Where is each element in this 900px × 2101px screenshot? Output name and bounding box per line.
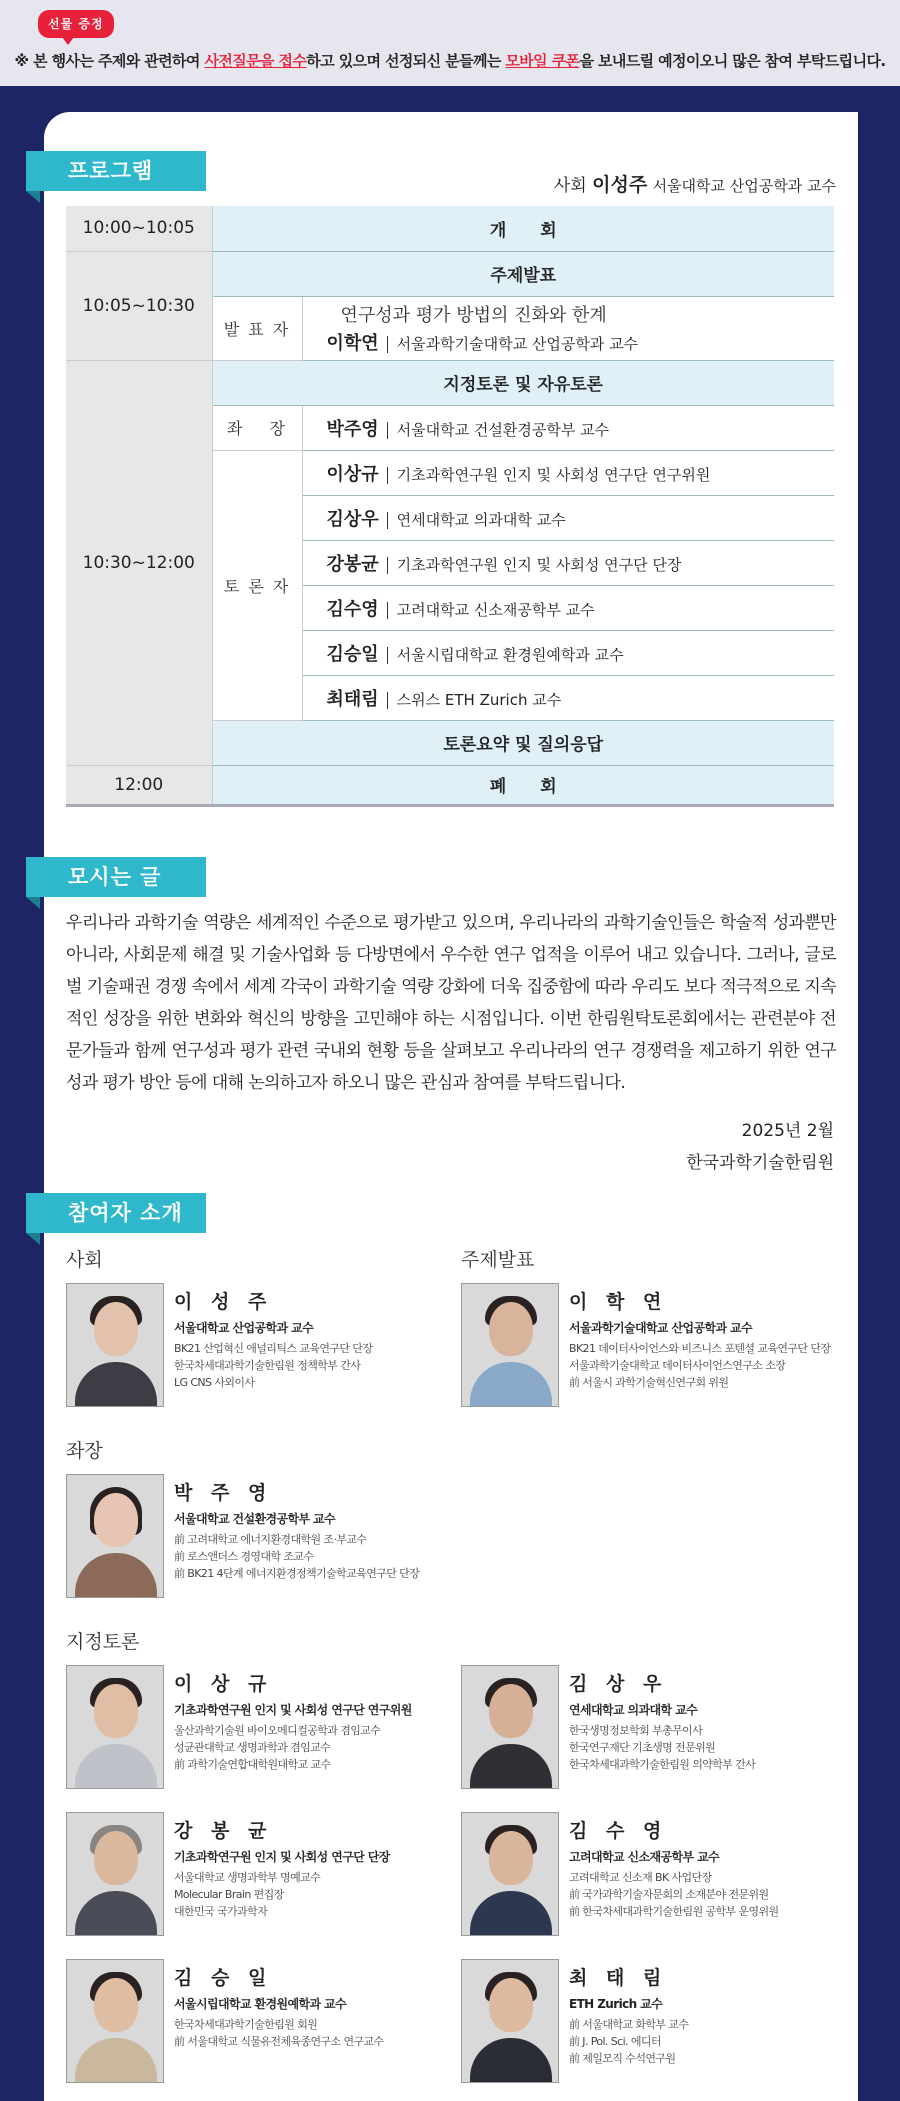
avatar <box>66 1474 164 1598</box>
time-cell: 10:05~10:30 <box>66 251 212 360</box>
program-head: 개 회 <box>212 206 834 251</box>
invitation-signature <box>686 1115 834 1179</box>
section-tab-participants: 참여자 소개 <box>26 1193 206 1233</box>
profile-presenter: 이 학 연 서울과학기술대학교 산업공학과 교수 BK21 데이터사이언스와 비즈니스 포텐셜 교육연구단 단장 서울과학기술대학교 데이터사이언스연구소 소장 前 서울시 과학기술혁신연구회 위원 <box>461 1283 841 1413</box>
avatar <box>461 1283 559 1407</box>
profile-panelist: 김 수 영 고려대학교 신소재공학부 교수 고려대학교 신소재 BK 사업단장 前 국가과학기술자문회의 소재분야 전문위원 前 한국차세대과학기술한림원 공학부 운영위원 <box>461 1812 841 1942</box>
section-tab-invitation: 모시는 글 <box>26 857 206 897</box>
chair-cell: 박주영 서울대학교 건설환경공학부 교수 <box>302 405 834 450</box>
group-label-presenter: 주제발표 <box>461 1249 535 1271</box>
moderator-line: 사회 이성주 서울대학교 산업공학과 교수 <box>553 174 836 196</box>
avatar <box>66 1283 164 1407</box>
avatar <box>461 1812 559 1936</box>
avatar <box>461 1665 559 1789</box>
program-head: 폐 회 <box>212 765 834 805</box>
role-cell: 좌 장 <box>212 405 302 450</box>
program-head: 주제발표 <box>212 251 834 296</box>
notice-highlight-coupon: 모바일 쿠폰 <box>505 52 580 70</box>
profile-panelist: 이 상 규 기초과학연구원 인지 및 사회성 연구단 연구위원 울산과학기술원 바이오메디컬공학과 겸임교수 성균관대학교 생명과학과 겸임교수 前 과학기술연합대학원대학교 교수 <box>66 1665 446 1795</box>
panelist-cell: 김수영 고려대학교 신소재공학부 교수 <box>302 585 834 630</box>
presentation-topic: 연구성과 평가 방법의 진화와 한계 <box>340 305 607 326</box>
group-label-panel: 지정토론 <box>66 1631 140 1653</box>
profile-moderator: 이 성 주 서울대학교 산업공학과 교수 BK21 산업혁신 애널리틱스 교육연구단 단장 한국차세대과학기술한림원 정책학부 간사 LG CNS 사외이사 <box>66 1283 446 1413</box>
panelist-cell: 김승일 서울시립대학교 환경원예학과 교수 <box>302 630 834 675</box>
invitation-body: 우리나라 과학기술 역량은 세계적인 수준으로 평가받고 있으며, 우리나라의 과학기술인들은 학술적 성과뿐만 아니라, 사회문제 해결 및 기술사업화 등 다방면에서 우수한 연구 업적을 이루어 내고 있습니다. 그러나, 글로벌 기술패권 경쟁 속에서 세계 각국이 과학기술 역량 강화에 더욱 집중함에 따라 우리도 보다 적극적으로 지속적인 성장을 위한 변화와 혁신의 방향을 고민해야 하는 시점입니다. 이번 한림원탁토론회에서는 관련분야 전문가들과 함께 연구성과 평가 관련 국내외 현황 등을 살펴보고 우리나라의 연구 경쟁력을 제고하기 위한 연구성과 평가 방안 등에 대해 논의하고자 하오니 많은 관심과 참여를 부탁드립니다. <box>66 913 836 1093</box>
profile-panelist: 최 태 림 ETH Zurich 교수 前 서울대학교 화학부 교수 前 J. Pol. Sci. 에디터 前 제일모직 수석연구원 <box>461 1959 841 2089</box>
program-table <box>66 206 834 807</box>
profile-panelist: 김 승 일 서울시립대학교 환경원예학과 교수 한국차세대과학기술한림원 회원 前 서울대학교 식물유전체육종연구소 연구교수 <box>66 1959 446 2089</box>
panelist-cell: 이상규 기초과학연구원 인지 및 사회성 연구단 연구위원 <box>302 450 834 495</box>
notice-highlight-question: 사전질문을 접수 <box>204 52 307 70</box>
program-head: 지정토론 및 자유토론 <box>212 360 834 405</box>
invitation-org: 한국과학기술한림원 <box>686 1153 834 1173</box>
gift-badge: 선물 증정 <box>38 10 114 38</box>
presenter-cell: 연구성과 평가 방법의 진화와 한계 이학연 서울과학기술대학교 산업공학과 교수 <box>302 296 834 360</box>
role-cell: 토 론 자 <box>212 450 302 720</box>
section-tab-program: 프로그램 <box>26 151 206 191</box>
program-head: 토론요약 및 질의응답 <box>212 720 834 765</box>
panelist-cell: 최태림 스위스 ETH Zurich 교수 <box>302 675 834 720</box>
time-cell: 10:00~10:05 <box>66 206 212 251</box>
group-label-chair: 좌장 <box>66 1440 103 1462</box>
notice-banner <box>0 0 900 86</box>
avatar <box>461 1959 559 2083</box>
panelist-cell: 강봉균 기초과학연구원 인지 및 사회성 연구단 단장 <box>302 540 834 585</box>
avatar <box>66 1665 164 1789</box>
role-cell: 발 표 자 <box>212 296 302 360</box>
avatar <box>66 1812 164 1936</box>
profile-panelist: 김 상 우 연세대학교 의과대학 교수 한국생명정보학회 부총무이사 한국연구재단 기초생명 전문위원 한국차세대과학기술한림원 의약학부 간사 <box>461 1665 841 1795</box>
invitation-date: 2025년 2월 <box>741 1121 834 1141</box>
notice-text: ※ 본 행사는 주제와 관련하여 사전질문을 접수하고 있으며 선정되신 분들께는 모바일 쿠폰을 보내드릴 예정이오니 많은 참여 부탁드립니다. <box>14 52 886 70</box>
profile-chair: 박 주 영 서울대학교 건설환경공학부 교수 前 고려대학교 에너지환경대학원 조·부교수 前 로스앤더스 경영대학 조교수 前 BK21 4단계 에너지환경정책기술학교육연구단 단장 <box>66 1474 446 1604</box>
avatar <box>66 1959 164 2083</box>
panelist-cell: 김상우 연세대학교 의과대학 교수 <box>302 495 834 540</box>
time-cell: 10:30~12:00 <box>66 360 212 765</box>
profile-panelist: 강 봉 균 기초과학연구원 인지 및 사회성 연구단 단장 서울대학교 생명과학부 명예교수 Molecular Brain 편집장 대한민국 국가과학자 <box>66 1812 446 1942</box>
time-cell: 12:00 <box>66 765 212 805</box>
group-label-moderator: 사회 <box>66 1249 103 1271</box>
